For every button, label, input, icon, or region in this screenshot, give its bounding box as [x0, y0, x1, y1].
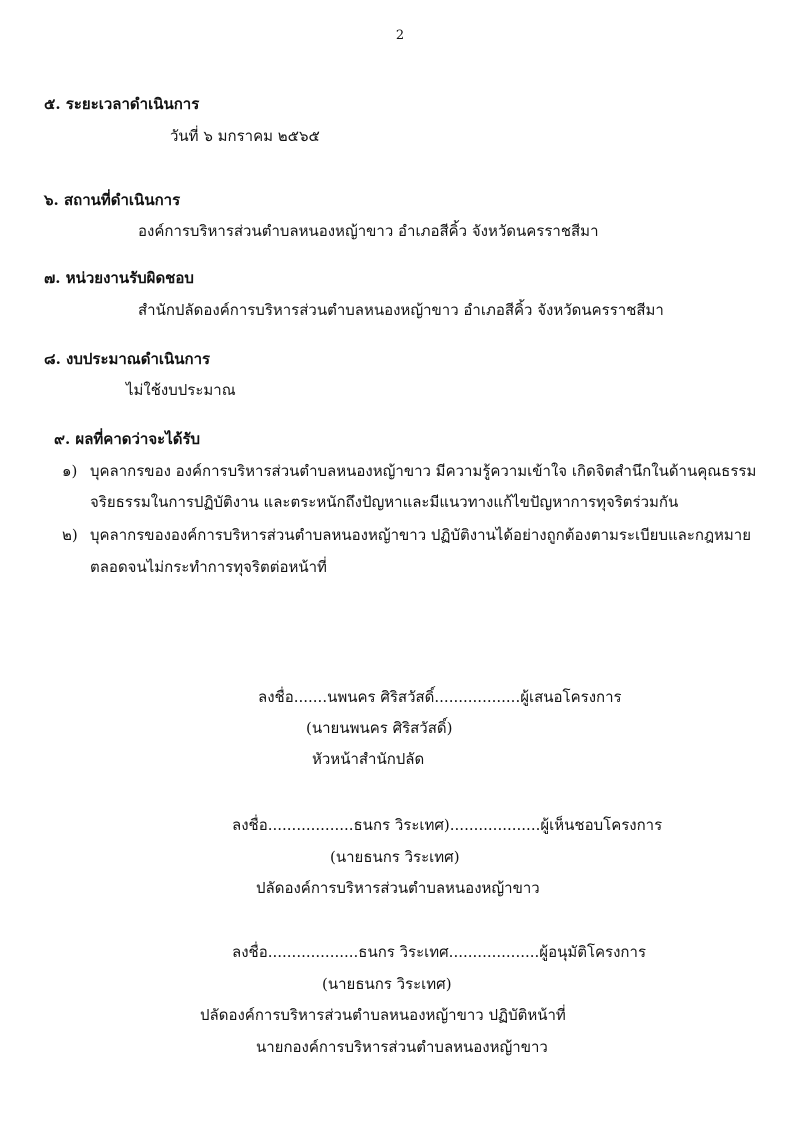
result-item-2-line-2: ตลอดจนไม่กระทำการทุจริตต่อหน้าที่ — [90, 558, 327, 576]
section-8-heading: ๘. งบประมาณดำเนินการ — [44, 350, 211, 368]
signature-2-name: (นายธนกร วิระเทศ) — [330, 848, 460, 866]
signature-3-line: ลงชื่อ...................ธนกร วิระเทศ...................ผู้อนุมัติโครงการ — [232, 943, 646, 961]
signature-1-title: หัวหน้าสำนักปลัด — [312, 750, 425, 768]
signature-3-title-1: ปลัดองค์การบริหารส่วนตำบลหนองหญ้าขาว ปฏิบัติหน้าที่ — [200, 1006, 566, 1024]
section-9-heading: ๙. ผลที่คาดว่าจะได้รับ — [54, 430, 201, 448]
signature-1-line: ลงชื่อ.......นพนคร ศิริสวัสดิ์..................ผู้เสนอโครงการ — [258, 688, 622, 706]
result-item-2-line-1: บุคลากรขององค์การบริหารส่วนตำบลหนองหญ้าขาว ปฏิบัติงานได้อย่างถูกต้องตามระเบียบและกฎหมาย — [90, 526, 752, 544]
page-number: 2 — [395, 28, 405, 43]
section-6-content: องค์การบริหารส่วนตำบลหนองหญ้าขาว อำเภอสีคิ้ว จังหวัดนครราชสีมา — [138, 222, 599, 240]
result-item-2-number: ๒) — [62, 526, 78, 544]
result-item-1-number: ๑) — [62, 462, 78, 480]
section-8-content: ไม่ใช้งบประมาณ — [126, 381, 236, 399]
signature-2-title: ปลัดองค์การบริหารส่วนตำบลหนองหญ้าขาว — [256, 879, 540, 897]
section-7-content: สำนักปลัดองค์การบริหารส่วนตำบลหนองหญ้าขาว อำเภอสีคิ้ว จังหวัดนครราชสีมา — [138, 301, 664, 319]
signature-3-name: (นายธนกร วิระเทศ) — [322, 975, 452, 993]
section-6-heading: ๖. สถานที่ดำเนินการ — [44, 191, 181, 209]
section-5-content: วันที่ ๖ มกราคม ๒๕๖๕ — [170, 127, 320, 145]
section-7-heading: ๗. หน่วยงานรับผิดชอบ — [44, 269, 194, 287]
result-item-1-line-1: บุคลากรของ องค์การบริหารส่วนตำบลหนองหญ้าขาว มีความรู้ความเข้าใจ เกิดจิตสำนึกในด้านคุณธรรม — [90, 462, 757, 480]
signature-1-name: (นายนพนคร ศิริสวัสดิ์) — [306, 719, 453, 737]
signature-2-line: ลงชื่อ..................ธนกร วิระเทศ)...................ผู้เห็นชอบโครงการ — [232, 816, 663, 834]
section-5-heading: ๕. ระยะเวลาดำเนินการ — [44, 95, 200, 113]
signature-3-title-2: นายกองค์การบริหารส่วนตำบลหนองหญ้าขาว — [256, 1038, 548, 1056]
result-item-1-line-2: จริยธรรมในการปฏิบัติงาน และตระหนักถึงปัญหาและมีแนวทางแก้ไขปัญหาการทุจริตร่วมกัน — [90, 493, 679, 511]
